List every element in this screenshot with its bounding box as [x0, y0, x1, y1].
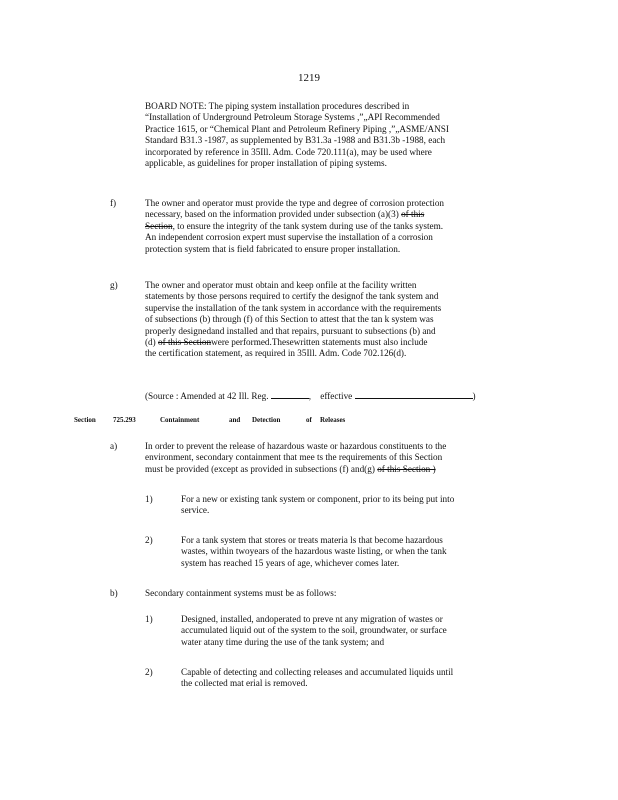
board-note-line: BOARD NOTE: The piping system installation procedures described in: [145, 101, 410, 111]
item-a2-line: wastes, within twoyears of the hazardous waste listing, or when the tank: [181, 546, 447, 557]
item-b1-line: accumulated liquid out of the system to the soil, groundwater, or surface: [181, 625, 447, 636]
item-f-struck-text: of this: [401, 209, 425, 220]
item-f-line: The owner and operator must provide the type and degree of corrosion protection: [145, 198, 445, 208]
item-b2-line: the collected mat erial is removed.: [181, 678, 308, 689]
board-note-line: applicable, as guidelines for proper installation of piping systems.: [145, 158, 387, 169]
item-g-line: of subsections (b) through (f) of this Section to attest that the tan k system was: [145, 314, 434, 325]
item-g-line: statements by those persons required to certify the designof the tank system and: [145, 291, 439, 302]
section-title-word: Containment: [160, 416, 200, 424]
item-f-struck-text: Section: [145, 220, 173, 231]
item-g-text-span: were performed.Thesewritten statements must also include: [211, 337, 428, 348]
item-f-line: protection system that is field fabricated to ensure proper installation.: [145, 243, 401, 254]
item-f-line: An independent corrosion expert must supervise the installation of a corrosion: [145, 232, 433, 243]
item-a-text: [145, 441, 539, 475]
item-b-line: Secondary containment systems must be as follows:: [145, 588, 337, 598]
item-b1-line: water atany time during the use of the tank system; and: [181, 636, 385, 647]
item-f-text-span: , to ensure the integrity of the tank system during use of the tanks system.: [172, 220, 444, 231]
item-g-struck-text: of this Section: [158, 337, 212, 348]
page-number: 1219: [298, 72, 320, 84]
item-g-line: [145, 337, 531, 348]
source-effective: effective: [320, 391, 353, 401]
board-note-line: incorporated by reference in 35Ill. Adm. Code 720.111(a), may be used where: [145, 146, 432, 157]
reg-blank: [271, 389, 312, 401]
item-a1-label: 1): [145, 494, 153, 504]
item-a2-label: 2): [145, 535, 153, 545]
source-prefix: (Source : Amended at 42 Ill. Reg.: [145, 391, 269, 401]
effective-blank: [355, 389, 473, 399]
item-a-line: In order to prevent the release of hazardous waste or hazardous constituents to the: [145, 441, 447, 451]
item-b-label: b): [110, 588, 118, 598]
item-b1-label: 1): [145, 614, 153, 624]
item-g-label: g): [110, 280, 118, 290]
item-g-line: The owner and operator must obtain and keep onfile at the facility written: [145, 280, 417, 290]
source-note: [145, 389, 476, 402]
item-f-line: [145, 221, 531, 232]
item-a-line: [145, 464, 539, 475]
item-a1-line: service.: [181, 505, 210, 516]
item-a1-text: [181, 494, 539, 517]
source-separator: ,: [308, 391, 312, 401]
source-suffix: ): [472, 391, 476, 401]
item-g-line: the certification statement, as required in 35Ill. Adm. Code 702.126(d).: [145, 348, 407, 359]
item-g-line: properly designedand installed and that repairs, pursuant to subsections (b) and: [145, 325, 436, 336]
item-f-label: f): [110, 198, 117, 208]
section-title-word: of: [306, 416, 312, 424]
item-g-line: supervise the installation of the tank system in accordance with the requirements: [145, 302, 442, 313]
item-a-line: environment, secondary containment that mee ts the requirements of this Section: [145, 452, 443, 463]
item-b2-label: 2): [145, 667, 153, 677]
item-a-text-span: must be provided (except as provided in subsections (f) and(g): [145, 463, 375, 474]
item-b2-line: Capable of detecting and collecting releases and accumulated liquids until: [181, 667, 454, 677]
item-a2-text: [181, 535, 531, 569]
board-note: [145, 101, 539, 169]
item-b-text: [145, 588, 539, 599]
item-g-text: [145, 280, 531, 360]
item-f-line: [145, 209, 531, 220]
section-title-word: Releases: [320, 416, 346, 424]
item-a2-line: For a tank system that stores or treats materia ls that become hazardous: [181, 535, 443, 545]
item-a1-line: For a new or existing tank system or component, prior to its being put into: [181, 494, 455, 504]
section-number: 725.293: [113, 416, 136, 424]
item-b2-text: [181, 667, 537, 690]
board-note-line: Standard B31.3 -1987, as supplemented by B31.3a -1988 and B31.3b -1988, each: [145, 135, 446, 146]
section-title-word: Detection: [252, 416, 281, 424]
item-a-label: a): [110, 441, 118, 451]
item-b1-text: [181, 614, 525, 648]
board-note-line: Practice 1615, or “Chemical Plant and Petroleum Refinery Piping ,”„ASME/ANSI: [145, 123, 449, 134]
item-g-text-span: (d): [145, 337, 156, 348]
section-label: Section: [74, 416, 96, 424]
item-f-text: [145, 198, 531, 255]
item-b1-line: Designed, installed, andoperated to preve nt any migration of wastes or: [181, 614, 443, 624]
item-f-text-span: necessary, based on the information provided under subsection (a)(3): [145, 209, 399, 220]
item-a-struck-text: of this Section ): [377, 463, 436, 474]
item-a2-line: system has reached 15 years of age, whichever comes later.: [181, 557, 400, 568]
board-note-line: “Installation of Underground Petroleum Storage Systems ,”„API Recommended: [145, 112, 440, 123]
section-title-word: and: [229, 416, 241, 424]
